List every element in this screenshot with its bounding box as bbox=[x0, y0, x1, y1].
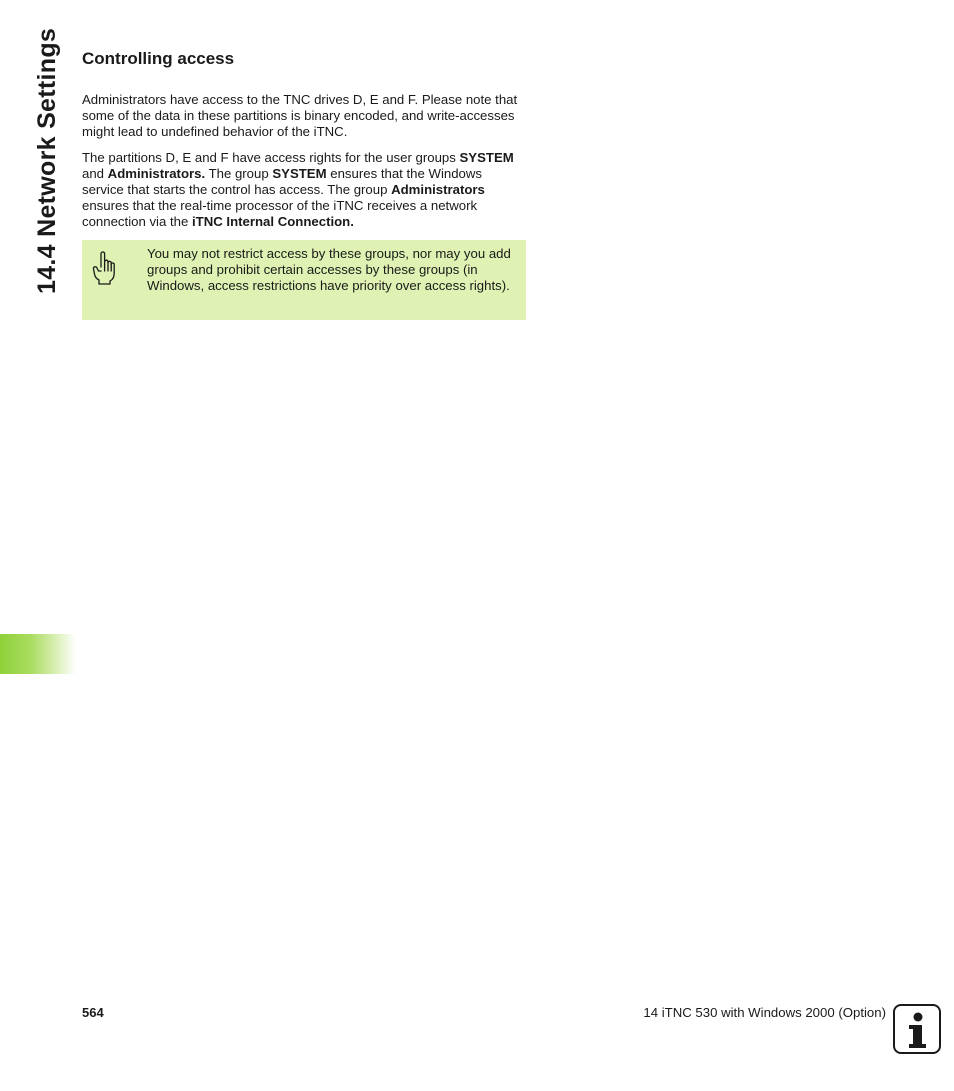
text-run: The group bbox=[205, 166, 273, 181]
text-run: ensures that the Windows service that starts the control has access. The group bbox=[82, 166, 482, 197]
bold-term-administrators: Administrators bbox=[391, 182, 485, 197]
paragraph-drive-access: Administrators have access to the TNC drives D, E and F. Please note that some of the data in these partitions is binary encoded, and write-accesses might lead to undefined behavior of the iTNC. bbox=[82, 92, 518, 139]
bold-term-administrators: Administrators. bbox=[107, 166, 206, 181]
text-run: ensures that the real-time processor of the iTNC receives a network connection via the bbox=[82, 198, 478, 229]
bold-term-itnc-internal-connection: iTNC Internal Connection. bbox=[191, 214, 354, 229]
chapter-side-title bbox=[32, 0, 62, 324]
note-text: You may not restrict access by these groups, nor may you add groups and prohibit certain accesses by these groups (in Windows, access restrictions have priority over access rights). bbox=[147, 246, 511, 293]
paragraph-access-rights bbox=[82, 150, 527, 230]
chapter-tab-marker bbox=[0, 634, 76, 674]
bold-term-system: SYSTEM bbox=[459, 150, 514, 165]
info-icon-glyph bbox=[895, 1006, 939, 1052]
info-icon bbox=[893, 1004, 941, 1054]
note-box bbox=[82, 240, 526, 320]
section-title: Controlling access bbox=[82, 49, 235, 68]
pointing-hand-icon bbox=[92, 251, 116, 285]
main-content bbox=[82, 48, 527, 320]
text-run: The partitions D, E and F have access rights for the user groups bbox=[82, 150, 460, 165]
bold-term-system: SYSTEM bbox=[272, 166, 327, 181]
text-run: and bbox=[82, 166, 108, 181]
footer-chapter-title: 14 iTNC 530 with Windows 2000 (Option) bbox=[643, 1005, 886, 1020]
chapter-side-title-text: 14.4 Network Settings bbox=[33, 27, 61, 294]
page-number: 564 bbox=[82, 1005, 104, 1020]
